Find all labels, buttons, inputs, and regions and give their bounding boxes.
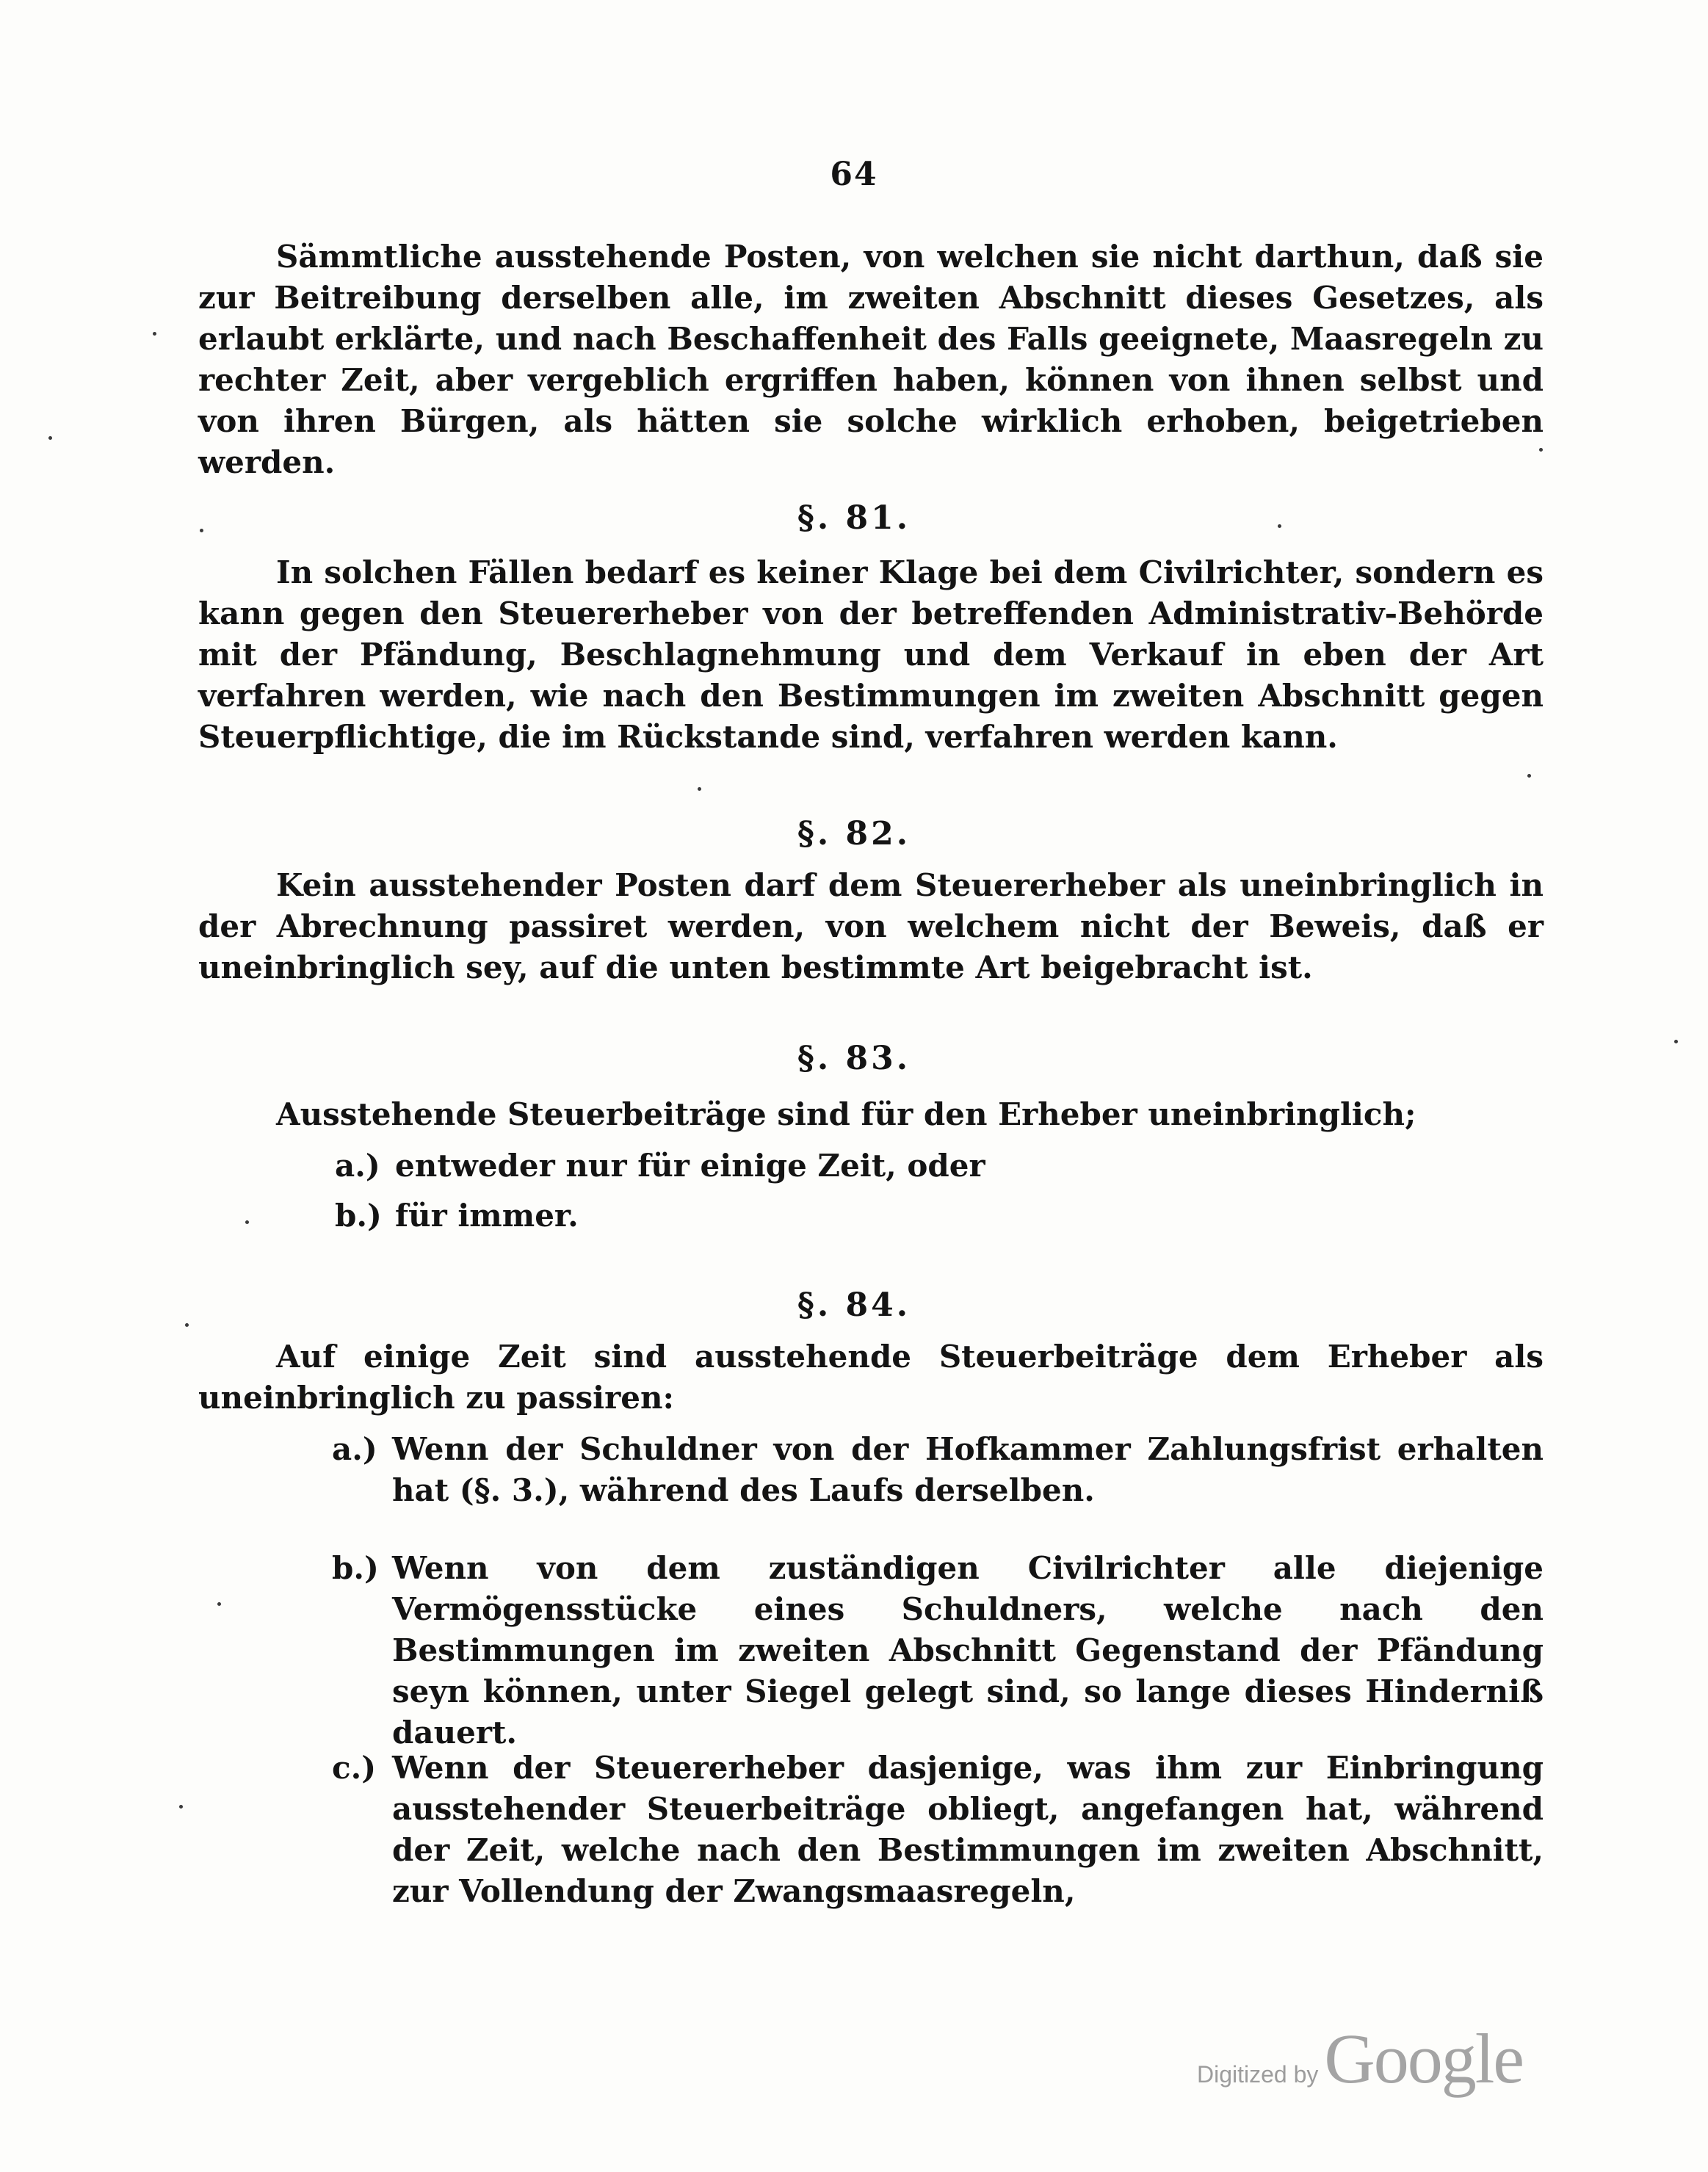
list-marker: b.) <box>332 1550 379 1586</box>
list-item-84-c <box>332 1748 1544 1912</box>
section-heading-83: §. 83. <box>797 1040 911 1077</box>
list-item-84-b <box>332 1548 1544 1753</box>
scan-speck <box>245 1220 249 1224</box>
section-text-83: Ausstehende Steuerbeiträge sind für den Erheber uneinbringlich; <box>276 1096 1416 1132</box>
list-item-83-b <box>335 1195 1544 1237</box>
scan-speck <box>179 1805 183 1809</box>
watermark-prefix: Digitized by <box>1197 2061 1319 2088</box>
list-marker: c.) <box>332 1750 377 1786</box>
scan-speck <box>1527 774 1531 778</box>
scan-speck <box>185 1323 189 1327</box>
list-marker: a.) <box>335 1148 380 1184</box>
section-heading-82: §. 82. <box>797 815 911 852</box>
scan-speck <box>698 787 701 791</box>
section-heading-81: §. 81. <box>797 499 911 537</box>
scan-speck <box>48 436 52 440</box>
section-heading-84: §. 84. <box>797 1286 911 1324</box>
list-item-text: für immer. <box>395 1198 579 1234</box>
section-text-84: Auf einige Zeit sind ausstehende Steuerbeiträge dem Erheber als uneinbringlich zu passiren: <box>198 1339 1544 1416</box>
list-item-text: Wenn der Steuererheber dasjenige, was ihm zur Einbringung ausstehender Steuerbeiträge obliegt, angefangen hat, während der Zeit, welche nach den Bestimmungen im zweiten Abschnitt, zur Vollendung der Zwangsmaasregeln, <box>392 1750 1544 1909</box>
list-item-text: Wenn von dem zuständigen Civilrichter alle diejenige Vermögensstücke eines Schuldners, welche nach den Bestimmungen im zweiten Abschnitt Gegenstand der Pfändung seyn können, unter Siegel gelegt sind, so lange dieses Hinderniß dauert. <box>392 1550 1544 1751</box>
scan-speck <box>1539 448 1543 452</box>
list-item-84-a <box>332 1429 1544 1511</box>
list-item-text: entweder nur für einige Zeit, oder <box>395 1148 985 1184</box>
google-logo: Google <box>1324 2019 1524 2098</box>
list-marker: b.) <box>335 1198 382 1234</box>
page-number: 64 <box>830 156 878 193</box>
section-text-81: In solchen Fällen bedarf es keiner Klage bei dem Civilrichter, sondern es kann gegen den Steuererheber von der betreffenden Administrativ-Behörde mit der Pfändung, Beschlagnehmung und dem Verkauf in eben der Art verfahren werden, wie nach den Bestimmungen im zweiten Abschnitt gegen Steuerpflichtige, die im Rückstande sind, verfahren werden kann. <box>198 554 1544 755</box>
section-text-82: Kein ausstehender Posten darf dem Steuererheber als uneinbringlich in der Abrechnung passiret werden, von welchem nicht der Beweis, daß er uneinbringlich sey, auf die unten bestimmte Art beigebracht ist. <box>198 867 1544 985</box>
intro-paragraph: Sämmtliche ausstehende Posten, von welchen sie nicht darthun, daß sie zur Beitreibung derselben alle, im zweiten Abschnitt dieses Gesetzes, als erlaubt erklärte, und nach Beschaffenheit des Falls geeignete, Maasregeln zu rechter Zeit, aber vergeblich ergriffen haben, können von ihnen selbst und von ihren Bürgen, als hätten sie solche wirklich erhoben, beigetrieben werden. <box>198 239 1544 480</box>
scan-speck <box>1278 524 1281 528</box>
scan-speck <box>1674 1040 1678 1043</box>
digitized-by-google-watermark <box>1197 2018 1523 2099</box>
list-marker: a.) <box>332 1431 377 1467</box>
list-item-83-a <box>335 1145 1544 1187</box>
scan-speck <box>217 1602 221 1606</box>
scan-speck <box>153 332 156 336</box>
list-item-text: Wenn der Schuldner von der Hofkammer Zahlungsfrist erhalten hat (§. 3.), während des Laufs derselben. <box>392 1431 1544 1508</box>
scan-speck <box>200 529 203 532</box>
